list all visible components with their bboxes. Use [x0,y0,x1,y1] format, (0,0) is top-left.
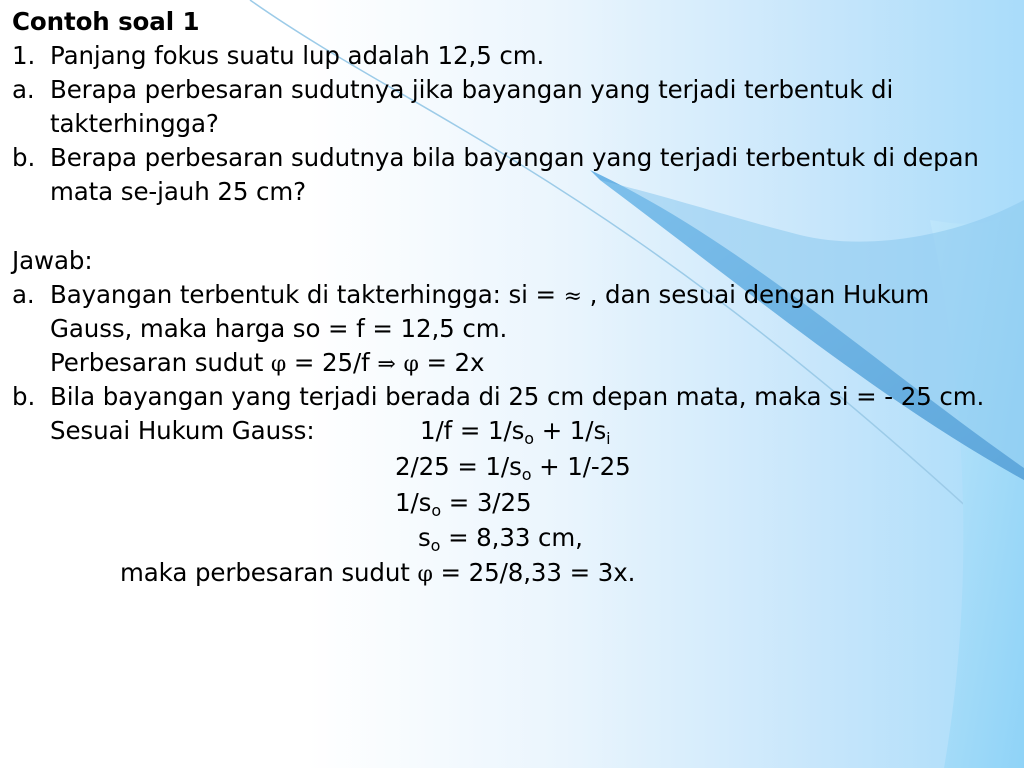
question-a-cont: takterhingga? [50,109,219,138]
answer-a-line1: a. Bayangan terbentuk di takterhingga: si = ≈ , dan sesuai dengan Hukum [12,278,929,314]
question-a: a. Berapa perbesaran sudutnya jika bayangan yang terjadi terbentuk di [12,73,893,107]
phi-symbol: φ [403,352,419,377]
item-label: b. [12,382,36,411]
equation-4: $s_o = 8,33$ cm, [418,523,583,555]
item-label: b. [12,143,36,172]
item-label: a. [12,75,35,104]
answer-b-line1: b. Bila bayangan yang terjadi berada di 25 cm depan mata, maka si = - 25 cm. [12,380,984,414]
answer-heading: Jawab: [12,246,93,275]
approx-symbol: ≈ [563,284,582,309]
phi-symbol: φ [270,352,287,377]
question-b: b. Berapa perbesaran sudutnya bila bayangan yang terjadi terbentuk di depan [12,141,979,175]
item-number: 1. [12,41,36,70]
equation-2: $2/25 = 1/s_o + 1/-25$ [395,452,631,484]
question-b-cont: mata se-jauh 25 cm? [50,177,307,206]
answer-a-line2: Gauss, maka harga so = f = 12,5 cm. [50,314,508,343]
slide-title: Contoh soal 1 [12,7,200,36]
phi-symbol: φ [417,562,433,587]
item-label: a. [12,280,35,309]
problem-statement: 1. Panjang fokus suatu lup adalah 12,5 cm. [12,39,544,73]
equation-3: $1/s_o = 3/25$ [395,488,532,520]
implies-symbol: ⇒ [377,352,396,377]
equation-1: $1/f = 1/s_o + 1/s_i$ [420,416,611,448]
answer-a-line3: Perbesaran sudut φ = 25/f ⇒ φ = 2x [50,348,485,377]
final-result: maka perbesaran sudut φ = 25/8,33 = 3x. [120,558,636,587]
gauss-label: Sesuai Hukum Gauss: [50,416,315,445]
